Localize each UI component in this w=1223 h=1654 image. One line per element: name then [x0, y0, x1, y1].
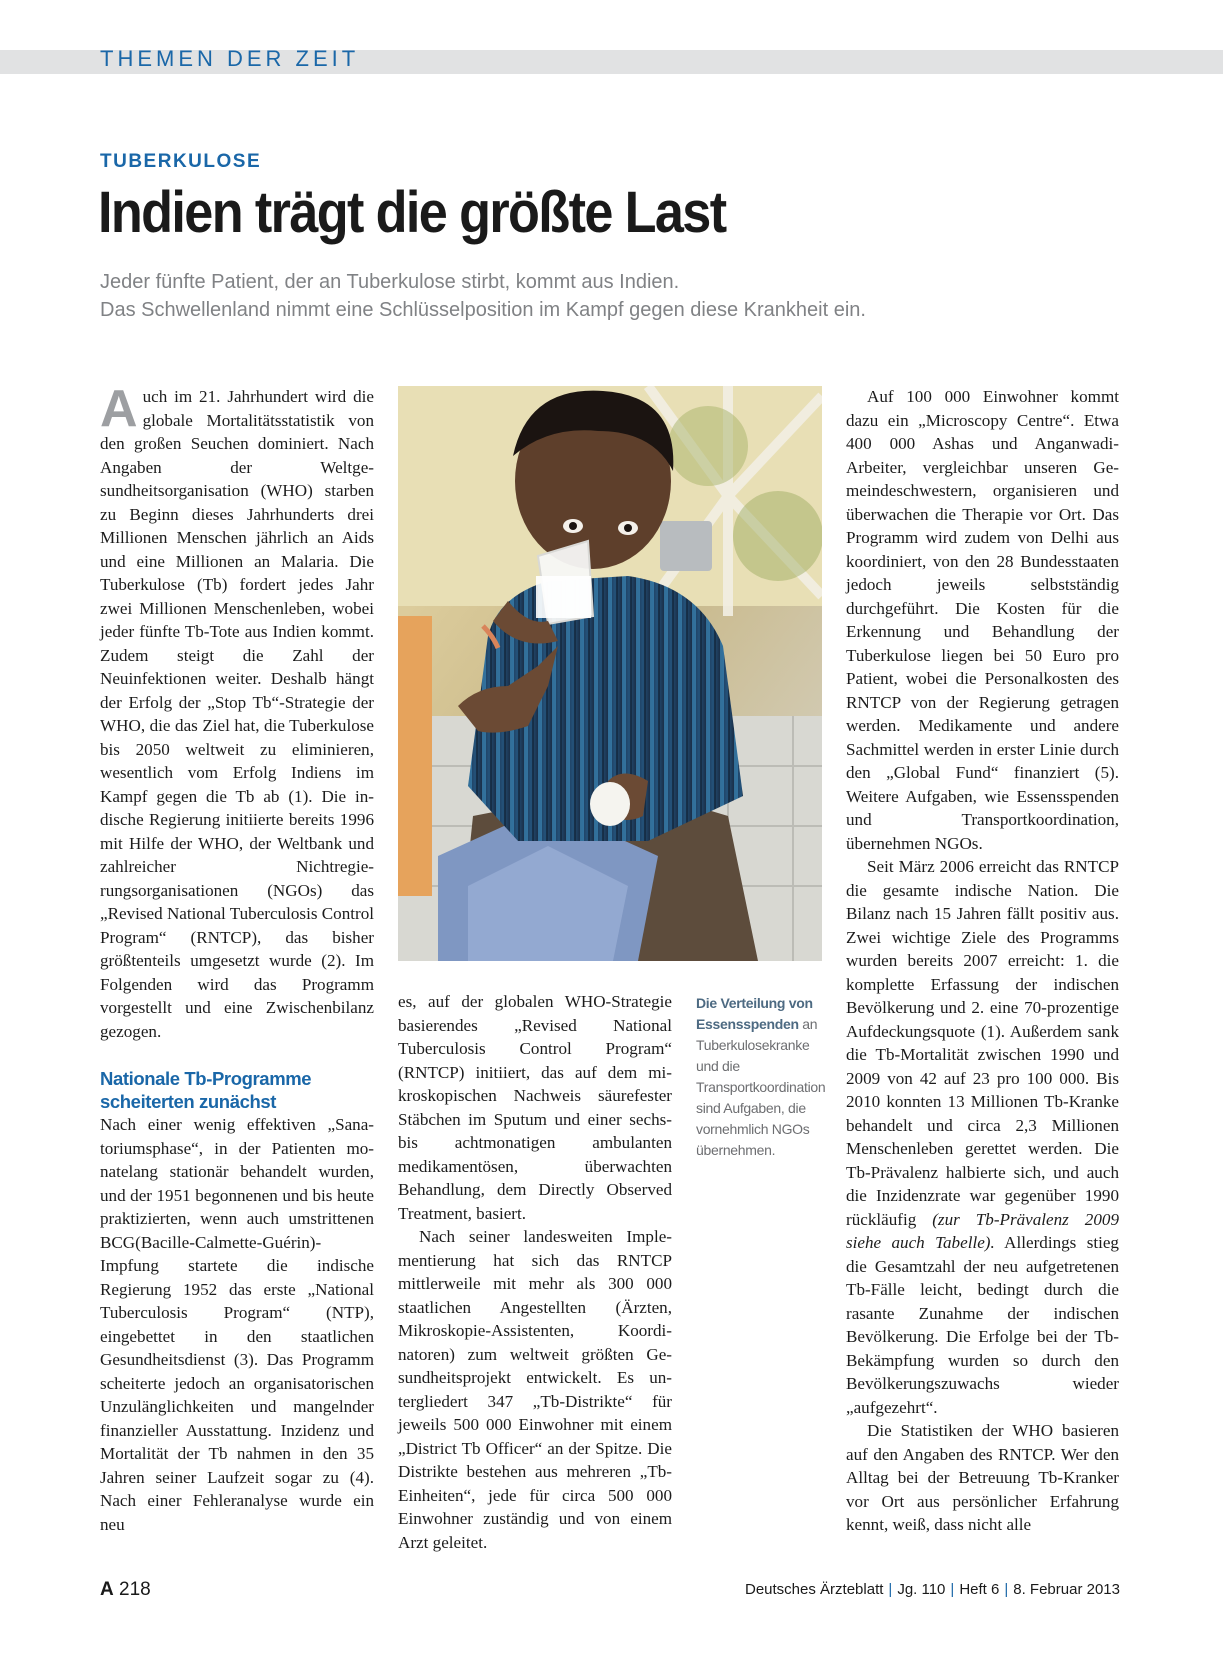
page-prefix: A: [100, 1579, 114, 1600]
section-title: THEMEN DER ZEIT: [100, 46, 360, 71]
photo-caption: [696, 993, 826, 1161]
journal-issue: Heft 6: [959, 1581, 1000, 1598]
drop-cap: A: [100, 380, 138, 438]
journal-name: Deutsches Ärzteblatt: [745, 1581, 884, 1598]
journal-info: [745, 1581, 1120, 1598]
body-paragraph-5: Auf 100 000 Einwohner kommt dazu ein „Microscopy Centre“. Etwa 400 000 Ashas und Anganwadi-Arbeiter, vergleichbar unseren Gemeindeschwestern, organisieren und überwachen die Therapie vor Ort. Das Programm wird zudem von Delhi aus koordiniert, von den 28 Bundesstaaten jedoch jeweils selbstständig durchgeführt. Die Kosten für die Erkennung und Behandlung der Tuberkulose liegen bei 50 Euro pro Patient, wobei die Personalkosten des RNTCP von der Regierung getragen werden. Medikamente und andere Sachmittel werden in erster Linie durch den „Global Fund“ finanziert (5). Weitere Aufgaben, wie Essensspenden und Transportkoordination, übernehmen NGOs.: [846, 387, 1119, 853]
separator: |: [950, 1581, 955, 1598]
intro-text: uch im 21. Jahrhundert wird die globale Mortalitätsstatistik von den großen Seuchen dominiert. Nach Angaben der Weltgesundheitsorganisation (WHO) starben zu Beginn dieses Jahrhunderts drei Millionen Menschen jährlich an Aids und eine Millionen an Malaria. Die Tuberkulose (Tb) fordert jedes Jahr zwei Millionen Menschenleben, wobei jeder fünfte Tb-Tote aus Indien kommt. Zudem steigt die Zahl der Neuinfektionen weiter. Deshalb hängt der Erfolg der „Stop Tb“-Strategie der WHO, die das Ziel hat, die Tuberkulose bis 2050 weltweit zu eliminieren, wesentlich vom Erfolg Indiens im Kampf gegen die Tb ab (1). Die indische Regierung initiierte bereits 1996 mit Hilfe der WHO, der Weltbank und zahlreicher Nichtregierungsorganisationen (NGOs) das „Revised National Tuberculosis Control Program“ (RNTCP), das bisher größtenteils umgesetzt wurde (2). Im Folgenden wird das Programm vorgestellt und eine Zwischenbilanz gezogen.: [100, 387, 374, 1041]
intro-paragraph: [100, 380, 374, 1043]
article-title: Indien trägt die größte Last: [98, 180, 726, 245]
article-subtitle: [100, 268, 1100, 324]
caption-text: an Tuberkulosekranke und die Transportkoordination sind Aufgaben, die vornehmlich NGOs übernehmen.: [696, 1016, 826, 1158]
caption-lead: Die Verteilung von Essensspenden: [696, 995, 813, 1032]
p6-part-b: Allerdings stieg die Gesamtzahl der neu aufgetretenen Tb-Fälle leicht, bedingt durch die rasante Zunahme der indischen Bevölkerung. Die Erfolge bei der Tb-Bekämpfung wurden so durch den Bevölkerungszuwachs wieder „aufgezehrt“.: [846, 1233, 1119, 1417]
text-column-2: [398, 990, 672, 1554]
text-column-3: [846, 385, 1119, 1537]
photo-boy-drinking-milk: [398, 386, 822, 961]
article-kicker: TUBERKULOSE: [100, 151, 262, 172]
table-reference: (zur Tb-Prävalenz 2009 siehe auch Tabelle).: [846, 1209, 1119, 1252]
body-paragraph-2: Nach einer wenig effektiven „Sanatoriumsphase“, in der Patienten monatelang stationär behandelt wurden, und der 1951 begonnenen und bis heute praktizierten, wenn auch umstrittenen BCG(Bacille-Calmette-Guérin)-Impfung startete die indische Regierung 1952 das erste „National Tuberculosis Program“ (NTP), eingebettet in den staatlichen Gesundheitsdienst (3). Das Programm scheiterte jedoch an organisatorischen Unzulänglichkeiten und mangelnder finanzieller Ausstattung. Inzidenz und Mortalität der Tb nahmen in den 35 Jahren seiner Laufzeit sogar zu (4). Nach einer Fehleranalyse wurde ein neu: [100, 1115, 374, 1534]
body-paragraph-3: es, auf der globalen WHO-Strategie basierendes „Revised National Tuberculosis Control Program“ (RNTCP) initiiert, das auf dem mikroskopischen Nachweis säurefester Stäbchen im Sputum und einer sechs- bis achtmonatigen ambulanten medikamentösen, überwachten Behandlung, dem Directly Observed Treatment, basiert.: [398, 992, 672, 1223]
article-photo: [398, 386, 822, 961]
separator: |: [888, 1581, 893, 1598]
body-paragraph-4: Nach seiner landesweiten Implementierung hat sich das RNTCP mittlerweile mit mehr als 300 000 staatlichen Angestellten (Ärzten, Mikroskopie-Assistenten, Koordinatoren) zum weltweit größten Gesundheitsprojekt entwickelt. Es untergliedert 347 „Tb-Distrikte“ für jeweils 500 000 Einwohner mit einem „District Tb Officer“ an der Spitze. Die Distrikte bestehen aus mehreren „Tb-Einheiten“, jede für circa 500 000 Einwohner zuständig und von einem Arzt geleitet.: [398, 1227, 672, 1552]
journal-volume: Jg. 110: [897, 1581, 946, 1598]
body-paragraph-7: Die Statistiken der WHO basieren auf den Angaben des RNTCP. Wer den Alltag bei der Betreuung Tb-Kranker vor Ort aus persönlicher Erfahrung kennt, weiß, dass nicht alle: [846, 1421, 1119, 1534]
page-number: [100, 1579, 151, 1601]
p6-part-a: Seit März 2006 erreicht das RNTCP die gesamte indische Nation. Die Bilanz nach 15 Jahren fällt positiv aus. Zwei wichtige Ziele des Programms wurden bereits 2007 erreicht: 1. die komplette Erfassung der indischen Bevölkerung und 2. eine 70-prozentige Aufdeckungsquote (1). Außerdem sank die Tb-Mortalität zwischen 1990 und 2009 von 42 auf 23 pro 100 000. Bis 2010 konnten 13 Millionen Tb-Kranke behandelt und circa 2,3 Millionen Menschenleben gerettet werden. Die Tb-Prävalenz halbierte sich, und auch die Inzidenzrate war gegenüber 1990 rückläufig: [846, 857, 1119, 1229]
separator: |: [1004, 1581, 1009, 1598]
subtitle-line-1: Jeder fünfte Patient, der an Tuberkulose stirbt, kommt aus Indien.: [100, 271, 680, 293]
section-subheading: Nationale Tb-Programme scheiterten zunächst: [100, 1068, 312, 1112]
journal-date: 8. Februar 2013: [1013, 1581, 1120, 1598]
body-paragraph-6: [846, 855, 1119, 1419]
text-column-1: [100, 380, 374, 1536]
subtitle-line-2: Das Schwellenland nimmt eine Schlüsselposition im Kampf gegen diese Krankheit ein.: [100, 299, 866, 321]
page-number-value: 218: [119, 1579, 151, 1600]
